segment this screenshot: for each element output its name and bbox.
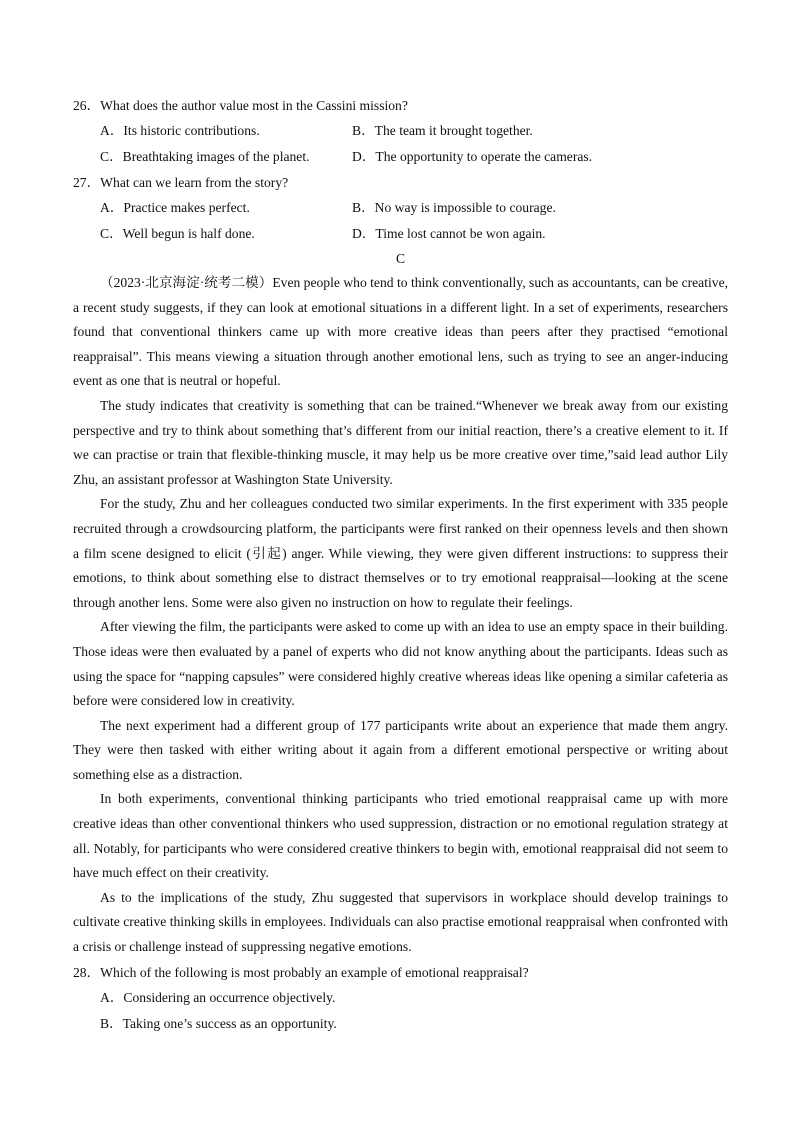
question-26-option-a[interactable]: A．Its historic contributions.	[100, 123, 260, 138]
passage-paragraph-7: As to the implications of the study, Zhu suggested that supervisors in workplace should develop trainings to cultivate creative thinking skills in employees. Individuals can also practise emotional reappraisal when confronted with a crisis or challenge instead of suppressing negative emotions.	[73, 889, 728, 955]
question-26-stem: 26．What does the author value most in the Cassini mission?	[73, 98, 408, 113]
passage-paragraph-3: For the study, Zhu and her colleagues conducted two similar experiments. In the first experiment with 335 people recruited through a crowdsourcing platform, the participants were first ranked on their openness levels and then shown a film scene designed to elicit (引起) anger. While viewing, they were given different instructions: to suppress their emotions, to think about something else to distract themselves or to try emotional reappraisal—looking at the scene through another lens. Some were also given no instruction on how to regulate their feelings.	[73, 496, 728, 610]
question-27-option-a[interactable]: A．Practice makes perfect.	[100, 200, 250, 215]
section-label: C	[395, 251, 406, 266]
question-26-options-row-2	[73, 144, 728, 170]
passage-paragraph-6: In both experiments, conventional thinking participants who tried emotional reappraisal came up with more creative ideas than other conventional thinkers who used suppression, distraction or no emotional regulation strategy at all. Notably, for participants who were considered creative thinkers to begin with, emotional reappraisal did not seem to have much effect on their creativity.	[73, 791, 728, 881]
question-27-option-c[interactable]: C．Well begun is half done.	[100, 226, 255, 241]
exam-page	[73, 93, 728, 1037]
passage-paragraph-5: The next experiment had a different group of 177 participants write about an experience that made them angry. They were then tasked with either writing about it again from a different emotional perspective or writing about something else as a distraction.	[73, 717, 728, 782]
question-27-options-row-1	[73, 195, 728, 221]
question-27-options-row-2	[73, 221, 728, 247]
question-27-option-b[interactable]: B．No way is impossible to courage.	[352, 200, 556, 215]
question-28-option-b[interactable]: B．Taking one’s success as an opportunity.	[100, 1015, 337, 1031]
question-27-stem: 27．What can we learn from the story?	[73, 175, 289, 190]
passage-paragraph-2: The study indicates that creativity is something that can be trained.“Whenever we break away from our existing perspective and try to think about something that’s different from our initial reaction, there’s a creative element to it. If we can practise or train that flexible-thinking muscle, it may help us be more creative over time,”said lead author Lily Zhu, an assistant professor at Washington State University.	[73, 397, 728, 487]
question-28-option-a-row	[73, 985, 728, 1011]
question-28-stem: 28．Which of the following is most probably an example of emotional reappraisal?	[73, 964, 529, 980]
question-28-option-a[interactable]: A．Considering an occurrence objectively.	[100, 989, 336, 1005]
question-27-option-d[interactable]: D．Time lost cannot be won again.	[352, 226, 546, 241]
passage-paragraph-4: After viewing the film, the participants were asked to come up with an idea to use an empty space in their building. Those ideas were then evaluated by a panel of experts who did not know anything about the participants. Ideas such as using the space for “napping capsules” were considered highly creative whereas ideas like opening a similar cafeteria as before were considered low in creativity.	[73, 619, 728, 709]
passage-paragraph-1: （2023·北京海淀·统考二模）Even people who tend to think conventionally, such as accountants, can be creative, a recent study suggests, if they can look at emotional situations in a different light. In a set of experiments, researchers found that conventional thinkers came up with more creative ideas than peers after they practised “emotional reappraisal”. This means viewing a situation through another emotional lens, such as trying to see an anger-inducing event as one that is neutral or hopeful.	[73, 275, 728, 389]
question-26-option-b[interactable]: B．The team it brought together.	[352, 123, 533, 138]
question-26-options-row-1	[73, 118, 728, 144]
question-28-option-b-row	[73, 1011, 728, 1037]
question-26-option-c[interactable]: C．Breathtaking images of the planet.	[100, 149, 310, 164]
question-26-option-d[interactable]: D．The opportunity to operate the cameras.	[352, 149, 593, 164]
